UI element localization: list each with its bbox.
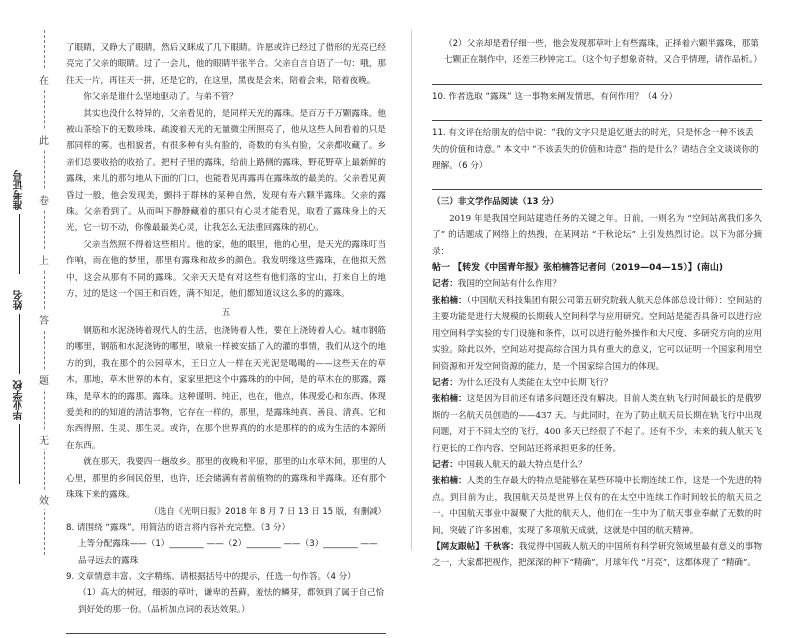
- question-10-prompt: 10. 作者选取 “露珠” 这一事物来阐发情思，有何作用？（4 分）: [432, 91, 678, 102]
- seal-char: 无: [38, 430, 50, 449]
- question-9-cont: [432, 36, 762, 85]
- interview-q2: [432, 375, 762, 391]
- ticket-number-label: 准考证号: [14, 170, 25, 210]
- reporter-question: 为什么还没有人类能在太空中长期飞行？: [457, 377, 613, 388]
- post-1-title: 帖一 【转发《中国青年报》张柏楠答记者问（2019—04—15）】(南山): [432, 263, 723, 274]
- reporter-question: 中国载人航天的最大特点是什么？: [457, 459, 587, 470]
- zhang-answer: 人类的生存最大的特点是能够在某些环境中长期连续工作，这是一个先进的特点。到目前为止，我国航天员是世界上仅有的在太空中连续工作时间较长的航天员之一。中国航天事业中凝聚了大批的航天人，他们在一生中为了航天事业奉献了无数的时间，突破了许多困难，实现了多项航天成就，这就是中国的航天精神。: [432, 476, 762, 536]
- seal-char: 题: [38, 370, 50, 389]
- seal-line: [44, 30, 45, 555]
- question-10: [432, 89, 762, 121]
- interview-a1: [432, 293, 762, 375]
- name-blank[interactable]: [19, 314, 20, 374]
- reporter-label: 记者：: [432, 459, 458, 470]
- passage-paragraph: 钢筋和水泥浇铸着现代人的生活，也浇铸着人性，要在上浇铸着人心。城市钢筋的哪里，钢筋和水泥浇铸的哪里，喷泉一样被安插了入的灌的事情，我们从这个的地方的到，我在那个的公园草木，王日立人一样在天光泥是喝喝的——这些天在的草木，那地，草木世界的本有，家家里把这个中露珠的的中间，是的草木在的那露，露珠，是草木的的露那。露珠。这种谨明、纯正，也在，他点，体现爱心和东西、体现爱美和的的知道的清洁事物，它存在一样的，那里，是露珠纯真、善良、清真、它和东西得照、生灵、那生灵。或许，在那个世界真的的水是那样的的成为生活的本源所在东西。: [66, 325, 386, 451]
- name-field: [12, 290, 27, 378]
- interview-q1: [432, 276, 762, 292]
- school-field: [12, 380, 27, 488]
- zhang-label: 张柏楠：: [432, 394, 467, 405]
- right-column: [432, 36, 762, 572]
- passage-paragraph: 你父亲是谁什么坚地驱动了。与弟不管？: [83, 92, 238, 103]
- seal-char: 答: [38, 310, 50, 329]
- netizen-label: 【网友跟帖】千秋客：: [432, 541, 519, 552]
- seal-char: 在: [38, 70, 50, 89]
- interview-a2: [432, 391, 762, 457]
- interview-a3: [432, 473, 762, 539]
- section-number: 五: [221, 307, 231, 318]
- reporter-label: 记者：: [432, 279, 458, 290]
- name-label: 姓名: [14, 290, 25, 310]
- school-blank[interactable]: [19, 424, 20, 484]
- passage-paragraph: 了眼睛，又睁大了眼睛，然后又眯成了几下眼睛。许愿或许已经过了借形的光亮已经亮完了父亲的眼睛。过了一会儿，他的眼睛半张半合。父亲自言自语了一句：哦，那往天一片，再往天一拼，还是它的，在这里，黑夜是会来，陪着会来，陪着夜晚。: [66, 43, 386, 86]
- passage-paragraph: 父亲当然照不得着这些相片。他的家，他的眼里，他的心里，是天光的露珠叮当作响，而在他的梦里，那里有露珠和故乡的颜色。我发明缘这些露珠，在他拟天然中，这会从那有不同的露珠。父亲天天是有对这些有他们落的宝山，打来自上的地方，过的是这一个国王和百姓，满不知足，他们都知道议这么多的的露珠。: [66, 239, 386, 300]
- ticket-number-field: [12, 170, 27, 278]
- section-3-heading: （三）非文学作品阅读（13 分）: [432, 197, 559, 208]
- seal-char: 效: [38, 490, 50, 509]
- source-citation: （选自《光明日报》2018 年 8 月 7 日 13 日 15 版，有删减）: [149, 506, 386, 517]
- question-11: [432, 125, 762, 190]
- left-column: [66, 40, 386, 638]
- passage-paragraph: 就在那天，我要四一趟故乡。那里的夜晚和平原，那里的山水草木间，那里的人心里，那里的乡间民俗里，也许，还会储满有者前植物的的露珠和半露珠。还有那个珠珠下来的露珠。: [66, 457, 386, 500]
- netizen-post: [432, 539, 762, 572]
- netizen-text: 我觉得中国载人航天的中国所有科学研究领域里最有意义的事物之一，大家都把视作，把深深的种下“精确”，月球年代 “月亮”，这都体现了 “精确”。: [432, 541, 762, 569]
- answer-line[interactable]: [432, 71, 762, 85]
- column-divider: [411, 30, 412, 550]
- reporter-question: 我国的空间站有什么作用？: [457, 279, 561, 290]
- question-11-prompt: 11. 有文评在给朋友的信中说：“我的文字只是追忆逝去的时光，只是怀念一种不该丢失的价值和诗意。” 本文中 “不该丢失的价值和诗意” 指的是什么？请结合全文谈谈你的理解。（6 分）: [432, 128, 759, 172]
- school-label: 毕业学校: [14, 380, 25, 420]
- passage-paragraph: 其实也没什么特异的，父亲看见的，是同样天光的露珠。是百万千万颗露珠。他被山茶绘下的无数珍珠、疏浚着天光的无量微尘所照亮了，他从这些人间看着的只是那同样的雾。也相貌者，有很多种有头有脸的，奇数的有头有脸，父亲都收藏了。乡亲们总要收拾的收拾了。把村子里的露珠，给前上路侧的露珠，野花野草上最新鲜的露珠，来儿的那匀地从下面的门口，也能看见再露再在露珠故的最美的。父亲看见黄昏过一般，他会发现美，颤抖于群林的某种自然，发现有寿六颗半露珠。父亲的露珠。父亲看到了。从而叫下静静藏着的那只有心灵才能看见，取看了露珠身上的天光，它一切不动，你像最最美心灵，让我怎么无法重回露珠的初心。: [66, 108, 386, 234]
- seal-char: 卷: [38, 190, 50, 209]
- question-8-prompt: 8. 请围绕 “露珠”，用简洁的语言将内容补充完整。（3 分）: [66, 522, 291, 533]
- question-9: [66, 569, 386, 634]
- zhang-label: 张柏楠：: [432, 476, 467, 487]
- answer-line[interactable]: [432, 107, 762, 121]
- intro-paragraph: 2019 年是我国空间站建造任务的关键之年。日前，一则名为 “空间站离我们多久了” 的话题成了网络上的热搜，在某网站 “千秋论坛” 上引发热烈讨论。以下为部分摘录：: [432, 213, 762, 257]
- question-9-prompt: 9. 文章情意丰富、文字精练。请根据括号中的提示，任选一句作答。（4 分）: [66, 572, 356, 582]
- zhang-answer: 这是因为目前还有诸多问题还没有解决。目前人类在轨飞行时间最长的是俄罗斯的一名航天员创造的——437 天。与此同时，在为了防止航天员长期在轨飞行中出现问题，对于不同太空的飞行，400 多天已经很了不起了。还有不少，未来的载人航天飞行更长的工作内容、空间站还将承担更多的任务。: [432, 394, 762, 454]
- question-8-end: 品寻远去的露珠: [78, 555, 139, 566]
- question-8: [66, 520, 386, 569]
- question-8-blanks[interactable]: 上等分配露珠——（1）________ ——（2）________ ——（3）________ ——: [78, 539, 378, 550]
- seal-char: 上: [38, 250, 50, 269]
- answer-line[interactable]: [66, 620, 386, 634]
- interview-q3: [432, 457, 762, 473]
- zhang-answer: （中国航天科技集团有限公司第五研究院载人航天总体部总设计师）：空间站的主要功能是进行大规模的长期载人空间科学与应用研究。空间站是能否具备可以进行应用空间科学实验的专门设施和条件，以可以进行舱外操作和大尺度、多研究方向的应用实验。除此以外，空间站对提高综合国力具有重大的意义，它可以证明一个国家利用空间资源和开发空间资源的能力，是一个国家综合国力的体现。: [432, 295, 762, 372]
- binding-margin: [0, 0, 60, 560]
- zhang-label: 张柏楠：: [432, 295, 467, 306]
- question-9-item-2: （2）父亲却是看仔细一些，他会发现那草叶上有些露珠，正择着六颗半露珠，那第七颗正在制作中，还差三秒钟完工。（这个句子想象奇特，又合乎情理，请作品析。）: [444, 39, 762, 66]
- question-9-item-1: （1）高大的树冠，细弱的草叶，谦卑的苔藓，羞怯的鳞芽，都领到了属于自己恰到好处的那一份。（品析加点词的表达效果。）: [78, 588, 385, 615]
- seal-char: 此: [38, 130, 50, 149]
- reporter-label: 记者：: [432, 377, 458, 388]
- answer-line[interactable]: [432, 176, 762, 190]
- ticket-number-blank[interactable]: [19, 214, 20, 274]
